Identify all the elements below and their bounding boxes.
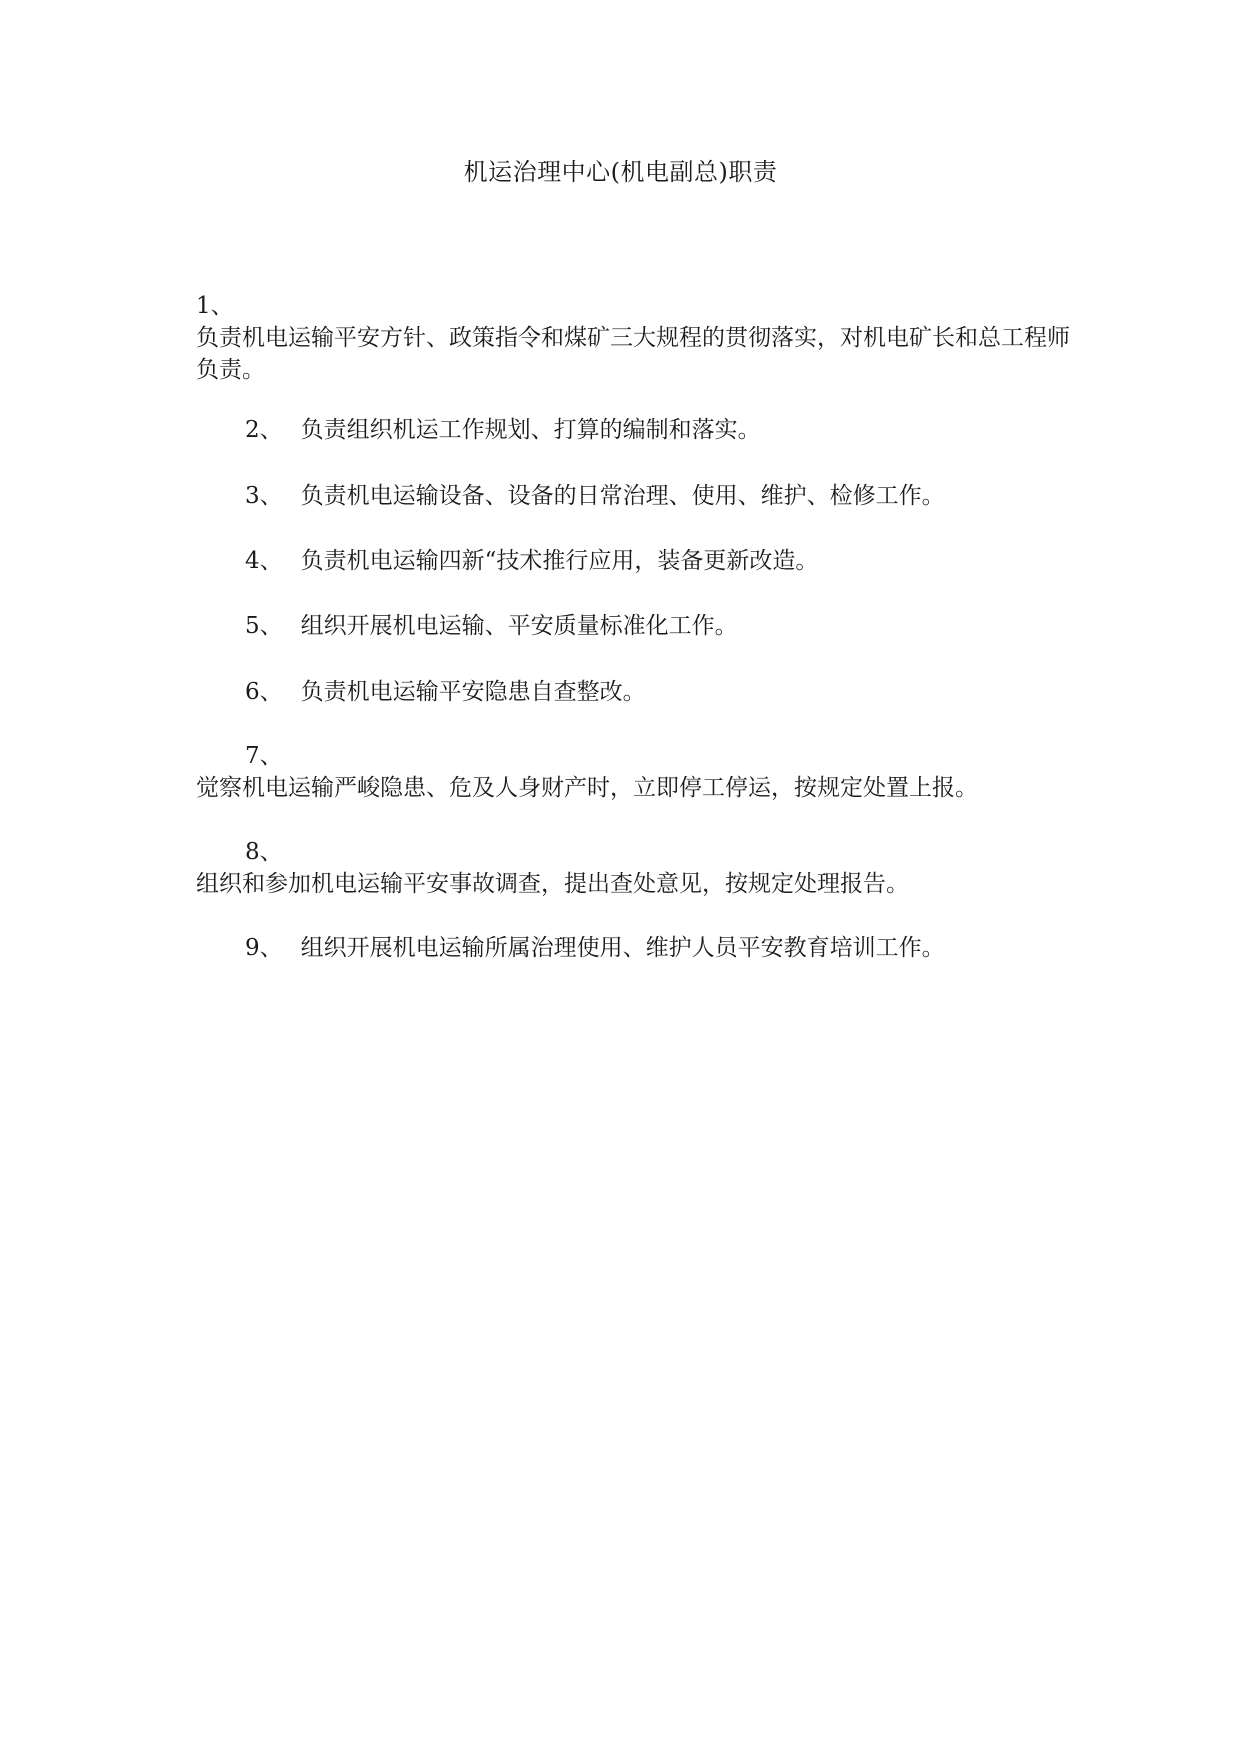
duty-item-3	[196, 480, 1076, 512]
item-number: 2、	[245, 417, 283, 443]
item-text: 负责机电运输设备、设备的日常治理、使用、维护、检修工作。	[300, 483, 945, 509]
duty-item-1	[196, 290, 1076, 386]
item-number: 5、	[245, 613, 283, 639]
duty-item-5	[196, 610, 1076, 642]
duty-item-8	[196, 836, 1076, 900]
item-number: 3、	[245, 483, 283, 509]
duty-item-2	[196, 414, 1076, 446]
item-text: 觉察机电运输严峻隐患、危及人身财产时，立即停工停运，按规定处置上报。	[196, 775, 978, 801]
item-text: 组织开展机电运输、平安质量标准化工作。	[300, 613, 738, 639]
item-number: 1、	[196, 293, 234, 319]
item-number: 8、	[245, 839, 283, 865]
duty-item-6	[196, 676, 1076, 708]
item-text: 负责机电运输四新“技术推行应用，装备更新改造。	[300, 548, 819, 574]
item-text: 负责机电运输平安隐患自查整改。	[300, 679, 646, 705]
item-number: 7、	[245, 743, 283, 769]
item-number: 9、	[245, 935, 283, 961]
duty-item-7	[196, 740, 1076, 804]
item-number: 4、	[245, 548, 283, 574]
item-text: 负责机电运输平安方针、政策指令和煤矿三大规程的贯彻落实，对机电矿长和总工程师负责。	[196, 325, 1070, 383]
duty-item-9	[196, 932, 1076, 964]
duty-item-4	[196, 545, 1076, 577]
item-number: 6、	[245, 679, 283, 705]
item-text: 组织开展机电运输所属治理使用、维护人员平安教育培训工作。	[300, 935, 945, 961]
item-text: 组织和参加机电运输平安事故调查，提出查处意见，按规定处理报告。	[196, 871, 909, 897]
item-text: 负责组织机运工作规划、打算的编制和落实。	[300, 417, 761, 443]
document-title: 机运治理中心(机电副总)职责	[463, 158, 778, 186]
